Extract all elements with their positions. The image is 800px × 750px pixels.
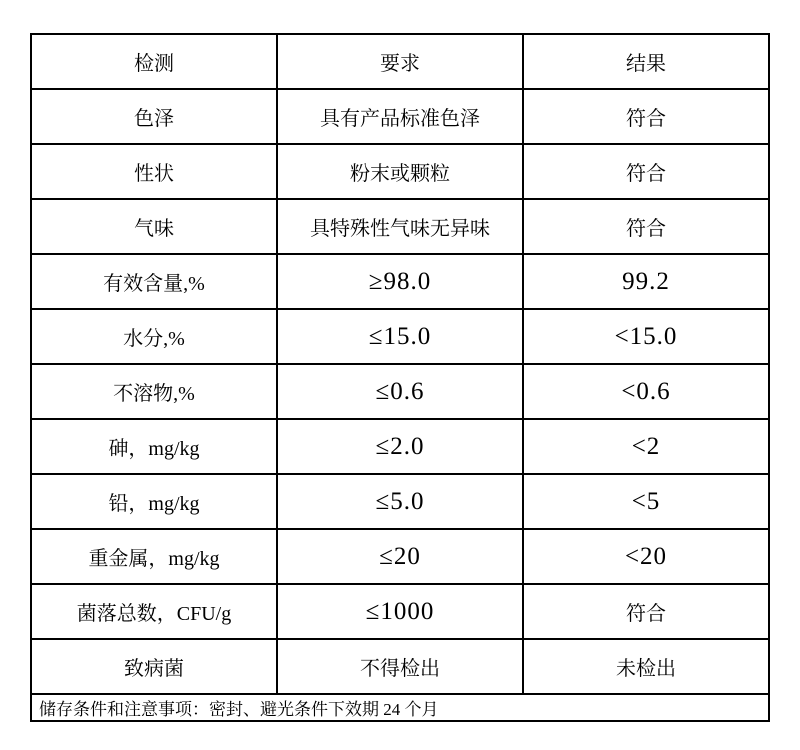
table-row (31, 199, 769, 254)
cell-requirement: ≤15.0 (277, 309, 523, 364)
cell-requirement: ≤5.0 (277, 474, 523, 529)
storage-note-text: 储存条件和注意事项：密封、避光条件下效期 24 个月 (31, 694, 769, 721)
cell-test-item: 砷，mg/kg (31, 419, 277, 474)
cell-test-item: 菌落总数，CFU/g (31, 584, 277, 639)
table-row (31, 144, 769, 199)
table-header-row (31, 34, 769, 89)
cell-result: <2 (523, 419, 769, 474)
cell-test-item: 致病菌 (31, 639, 277, 694)
cell-requirement: ≥98.0 (277, 254, 523, 309)
table-row (31, 364, 769, 419)
cell-test-item: 性状 (31, 144, 277, 199)
column-header-result: 结果 (523, 34, 769, 89)
cell-result: 99.2 (523, 254, 769, 309)
cell-test-item: 不溶物,% (31, 364, 277, 419)
cell-result: <20 (523, 529, 769, 584)
cell-requirement: 不得检出 (277, 639, 523, 694)
table-row (31, 639, 769, 694)
cell-result: 符合 (523, 89, 769, 144)
table-row (31, 89, 769, 144)
table-row (31, 584, 769, 639)
cell-requirement: 粉末或颗粒 (277, 144, 523, 199)
cell-requirement: ≤0.6 (277, 364, 523, 419)
cell-requirement: ≤1000 (277, 584, 523, 639)
cell-requirement: 具特殊性气味无异味 (277, 199, 523, 254)
cell-result: 符合 (523, 584, 769, 639)
storage-note-row (31, 694, 769, 721)
cell-test-item: 气味 (31, 199, 277, 254)
cell-requirement: 具有产品标准色泽 (277, 89, 523, 144)
cell-test-item: 铅，mg/kg (31, 474, 277, 529)
cell-requirement: ≤20 (277, 529, 523, 584)
cell-test-item: 有效含量,% (31, 254, 277, 309)
document-sheet (30, 33, 770, 722)
table-row (31, 309, 769, 364)
cell-result: 未检出 (523, 639, 769, 694)
qc-inspection-table (30, 33, 770, 722)
table-row (31, 529, 769, 584)
cell-result: 符合 (523, 144, 769, 199)
cell-test-item: 重金属，mg/kg (31, 529, 277, 584)
table-row (31, 474, 769, 529)
table-row (31, 254, 769, 309)
cell-test-item: 水分,% (31, 309, 277, 364)
cell-result: <0.6 (523, 364, 769, 419)
column-header-test: 检测 (31, 34, 277, 89)
cell-test-item: 色泽 (31, 89, 277, 144)
table-row (31, 419, 769, 474)
cell-result: 符合 (523, 199, 769, 254)
cell-requirement: ≤2.0 (277, 419, 523, 474)
column-header-requirement: 要求 (277, 34, 523, 89)
cell-result: <5 (523, 474, 769, 529)
cell-result: <15.0 (523, 309, 769, 364)
